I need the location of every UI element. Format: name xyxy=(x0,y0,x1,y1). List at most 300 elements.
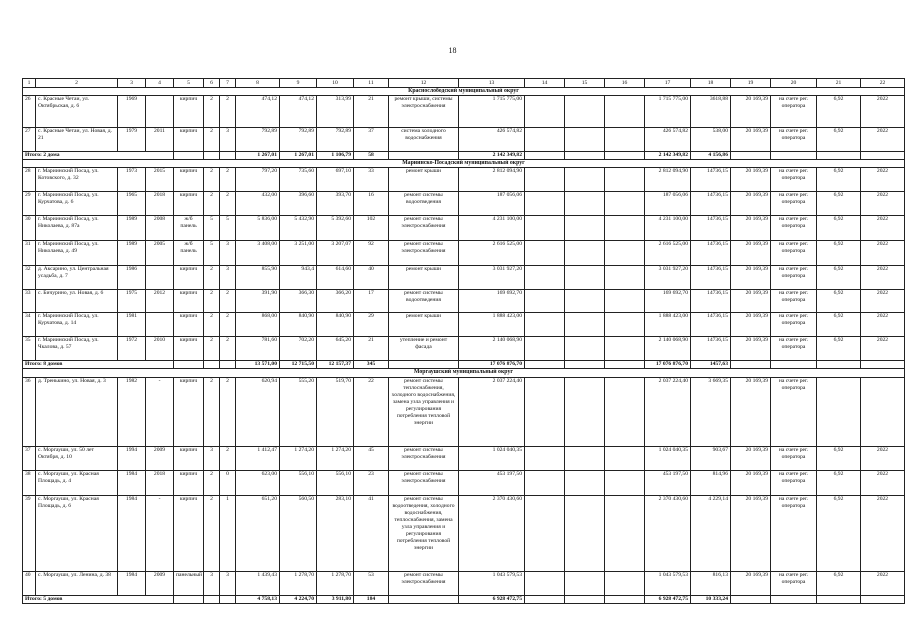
cell-col-10: 1 274,20 xyxy=(317,446,354,470)
cell-col-4: 2005 xyxy=(146,241,174,266)
cell-col-3: 1982 xyxy=(118,377,146,446)
cell-col-5: ж/б панель xyxy=(174,241,204,266)
cell-col-7: 3 xyxy=(220,128,236,152)
cell-col-13: 4 231 100,00 xyxy=(459,216,525,241)
cell-col-15 xyxy=(565,168,605,192)
total-area-1: 4 758,13 xyxy=(236,595,280,603)
cell-col-13: 1 715 775,00 xyxy=(459,96,525,128)
cell-col-3: 1972 xyxy=(118,337,146,361)
total-area-1: 13 571,00 xyxy=(236,361,280,369)
cell-col-11: 17 xyxy=(354,290,389,313)
cell-col-5: кирпич xyxy=(174,128,204,152)
table-row xyxy=(23,446,905,470)
cell-col-11: 53 xyxy=(354,571,389,595)
cell-col-1: 36 xyxy=(23,377,36,446)
cell-col-7: 2 xyxy=(220,168,236,192)
cell-col-6: 2 xyxy=(204,96,220,128)
cell-col-2: с. Моргауши, ул. Красная Площадь, д. 6 xyxy=(36,495,118,571)
cell-col-11: 40 xyxy=(354,266,389,290)
cell-col-13: 187 056,06 xyxy=(459,192,525,216)
cell-col-1: 35 xyxy=(23,337,36,361)
total-cost: 2 142 349,82 xyxy=(459,152,525,160)
cell-col-11: 21 xyxy=(354,337,389,361)
cell-col-16 xyxy=(605,168,645,192)
cell-col-6: 2 xyxy=(204,470,220,495)
cell-col-14 xyxy=(525,337,565,361)
cell-col-15 xyxy=(565,337,605,361)
cell-col-22 xyxy=(861,377,905,446)
cell-col-20: на счете рег. оператора xyxy=(771,96,817,128)
cell-col-3: 1984 xyxy=(118,571,146,595)
cell-col-15 xyxy=(565,96,605,128)
table-row xyxy=(23,266,905,290)
cell-col-10: 393,70 xyxy=(317,192,354,216)
cell-col-7: 2 xyxy=(220,192,236,216)
cell-col-4: 2010 xyxy=(146,337,174,361)
total-empty xyxy=(861,595,905,603)
cell-col-17: 1 024 040,35 xyxy=(645,446,691,470)
cell-col-1: 37 xyxy=(23,446,36,470)
cell-col-21: 6,92 xyxy=(817,290,861,313)
cell-col-2: с. Красные Четаи, ул. Новая, д. 21 xyxy=(36,128,118,152)
cell-col-6: 2 xyxy=(204,128,220,152)
cell-col-20: на счете рег. оператора xyxy=(771,495,817,571)
header-cell-10: 10 xyxy=(317,79,354,88)
cell-col-22: 2022 xyxy=(861,216,905,241)
table-row xyxy=(23,192,905,216)
total-cost: 17 076 876,70 xyxy=(459,361,525,369)
cell-col-14 xyxy=(525,470,565,495)
cell-col-15 xyxy=(565,470,605,495)
cell-col-12: ремонт системы электроснабжения xyxy=(389,571,459,595)
cell-col-10: 556,10 xyxy=(317,470,354,495)
cell-col-17: 2 037 224,40 xyxy=(645,377,691,446)
cell-col-5: панельный xyxy=(174,571,204,595)
cell-col-3: 1965 xyxy=(118,192,146,216)
total-empty xyxy=(731,595,771,603)
cell-col-6: 2 xyxy=(204,290,220,313)
cell-col-16 xyxy=(605,446,645,470)
cell-col-21: 6,92 xyxy=(817,96,861,128)
total-area-3: 12 157,37 xyxy=(317,361,354,369)
section-title-row xyxy=(23,369,905,377)
cell-col-19: 20 169,39 xyxy=(731,128,771,152)
total-area-3: 1 106,79 xyxy=(317,152,354,160)
cell-col-16 xyxy=(605,470,645,495)
total-empty xyxy=(204,152,220,160)
total-empty xyxy=(605,595,645,603)
cell-col-9: 555,20 xyxy=(280,377,317,446)
cell-col-18: 4 229,14 xyxy=(691,495,731,571)
cell-col-5: кирпич xyxy=(174,266,204,290)
cell-col-19: 20 169,39 xyxy=(731,266,771,290)
cell-col-18: 14736,15 xyxy=(691,313,731,337)
total-per-sqm: 1457,63 xyxy=(691,361,731,369)
cell-col-9: 396,60 xyxy=(280,192,317,216)
cell-col-20: на счете рег. оператора xyxy=(771,377,817,446)
cell-col-14 xyxy=(525,446,565,470)
cell-col-19: 20 169,39 xyxy=(731,495,771,571)
cell-col-3: 1975 xyxy=(118,290,146,313)
cell-col-16 xyxy=(605,216,645,241)
cell-col-11: 41 xyxy=(354,495,389,571)
cell-col-16 xyxy=(605,571,645,595)
cell-col-11: 21 xyxy=(354,96,389,128)
total-empty xyxy=(174,361,204,369)
header-cell-6: 6 xyxy=(204,79,220,88)
cell-col-14 xyxy=(525,241,565,266)
cell-col-10: 366,20 xyxy=(317,290,354,313)
section-title: Краснослободский муниципальный округ xyxy=(23,88,905,96)
total-empty xyxy=(204,361,220,369)
header-cell-7: 7 xyxy=(220,79,236,88)
header-cell-20: 20 xyxy=(771,79,817,88)
cell-col-9: 556,10 xyxy=(280,470,317,495)
header-cell-11: 11 xyxy=(354,79,389,88)
cell-col-16 xyxy=(605,192,645,216)
cell-col-8: 868,00 xyxy=(236,313,280,337)
cell-col-10: 792,89 xyxy=(317,128,354,152)
total-empty xyxy=(817,595,861,603)
cell-col-10: 5 392,60 xyxy=(317,216,354,241)
table-row xyxy=(23,571,905,595)
cell-col-17: 453 197,50 xyxy=(645,470,691,495)
total-empty xyxy=(389,361,459,369)
cell-col-8: 651,20 xyxy=(236,495,280,571)
cell-col-12: ремонт крыши xyxy=(389,168,459,192)
total-row xyxy=(23,152,905,160)
header-cell-9: 9 xyxy=(280,79,317,88)
total-empty xyxy=(525,361,565,369)
total-empty xyxy=(565,361,605,369)
total-label: Итого: 8 домов xyxy=(23,361,174,369)
cell-col-7: 2 xyxy=(220,313,236,337)
cell-col-19: 20 169,39 xyxy=(731,96,771,128)
total-cost: 6 928 472,75 xyxy=(459,595,525,603)
total-empty xyxy=(771,361,817,369)
total-empty xyxy=(817,152,861,160)
table-row xyxy=(23,377,905,446)
total-area-1: 1 267,01 xyxy=(236,152,280,160)
cell-col-14 xyxy=(525,571,565,595)
cell-col-21: 6,92 xyxy=(817,241,861,266)
cell-col-7: 2 xyxy=(220,377,236,446)
cell-col-19: 20 169,39 xyxy=(731,241,771,266)
table-row xyxy=(23,337,905,361)
cell-col-14 xyxy=(525,377,565,446)
cell-col-16 xyxy=(605,495,645,571)
total-area-3: 3 911,80 xyxy=(317,595,354,603)
cell-col-6: 3 xyxy=(204,446,220,470)
total-area-2: 12 715,50 xyxy=(280,361,317,369)
cell-col-11: 92 xyxy=(354,241,389,266)
cell-col-5: кирпич xyxy=(174,470,204,495)
cell-col-5: кирпич xyxy=(174,96,204,128)
total-row xyxy=(23,361,905,369)
total-empty xyxy=(220,361,236,369)
cell-col-18: 3618,88 xyxy=(691,96,731,128)
cell-col-1: 38 xyxy=(23,470,36,495)
cell-col-14 xyxy=(525,266,565,290)
total-empty xyxy=(525,595,565,603)
cell-col-8: 391,90 xyxy=(236,290,280,313)
cell-col-22: 2022 xyxy=(861,290,905,313)
cell-col-15 xyxy=(565,313,605,337)
cell-col-4 xyxy=(146,96,174,128)
cell-col-8: 5 836,00 xyxy=(236,216,280,241)
total-empty xyxy=(525,152,565,160)
cell-col-17: 169 692,70 xyxy=(645,290,691,313)
cell-col-2: с. Моргауши, ул. Ленина, д. 38 xyxy=(36,571,118,595)
cell-col-20: на счете рег. оператора xyxy=(771,470,817,495)
total-empty xyxy=(861,361,905,369)
cell-col-2: г. Мариинский Посад, ул. Курчатова, д. 6 xyxy=(36,192,118,216)
cell-col-12: утепление и ремонт фасада xyxy=(389,337,459,361)
cell-col-6: 2 xyxy=(204,313,220,337)
cell-col-13: 1 043 579,53 xyxy=(459,571,525,595)
cell-col-18: 14736,15 xyxy=(691,337,731,361)
cell-col-11: 37 xyxy=(354,128,389,152)
section-title: Моргаушский муниципальный округ xyxy=(23,369,905,377)
cell-col-10: 3 207,07 xyxy=(317,241,354,266)
cell-col-18: 14736,15 xyxy=(691,216,731,241)
cell-col-2: г. Мариинский Посад, ул. Николаева, д. 87а xyxy=(36,216,118,241)
cell-col-21: 6,92 xyxy=(817,337,861,361)
table-row xyxy=(23,290,905,313)
table-row xyxy=(23,216,905,241)
cell-col-21: 6,92 xyxy=(817,495,861,571)
cell-col-22: 2022 xyxy=(861,337,905,361)
cell-col-9: 474,12 xyxy=(280,96,317,128)
cell-col-11: 33 xyxy=(354,168,389,192)
cell-col-3: 1979 xyxy=(118,128,146,152)
cell-col-7: 3 xyxy=(220,571,236,595)
cell-col-21: 6,92 xyxy=(817,266,861,290)
cell-col-19: 20 169,39 xyxy=(731,470,771,495)
cell-col-7: 5 xyxy=(220,216,236,241)
cell-col-7: 2 xyxy=(220,337,236,361)
cell-col-12: ремонт системы электроснабжения xyxy=(389,470,459,495)
header-cell-1: 1 xyxy=(23,79,36,88)
table-row xyxy=(23,96,905,128)
cell-col-9: 560,50 xyxy=(280,495,317,571)
cell-col-9: 1 274,20 xyxy=(280,446,317,470)
cell-col-11: 45 xyxy=(354,446,389,470)
cell-col-13: 169 692,70 xyxy=(459,290,525,313)
cell-col-15 xyxy=(565,266,605,290)
cell-col-4: 2018 xyxy=(146,470,174,495)
section-title: Мариинско-Посадский муниципальный округ xyxy=(23,160,905,168)
header-cell-15: 15 xyxy=(565,79,605,88)
cell-col-20: на счете рег. оператора xyxy=(771,337,817,361)
total-fund-cost: 17 076 876,70 xyxy=(645,361,691,369)
cell-col-16 xyxy=(605,266,645,290)
header-cell-2: 2 xyxy=(36,79,118,88)
total-row xyxy=(23,595,905,603)
cell-col-5: кирпич xyxy=(174,290,204,313)
cell-col-17: 1 043 579,53 xyxy=(645,571,691,595)
cell-col-7: 2 xyxy=(220,96,236,128)
cell-col-10: 1 278,70 xyxy=(317,571,354,595)
cell-col-3: 1984 xyxy=(118,470,146,495)
cell-col-14 xyxy=(525,495,565,571)
header-cell-3: 3 xyxy=(118,79,146,88)
cell-col-7: 0 xyxy=(220,470,236,495)
cell-col-18: 816,13 xyxy=(691,571,731,595)
cell-col-12: система холодного водоснабжения xyxy=(389,128,459,152)
cell-col-2: г. Мариинский Посад, ул. Чкалова, д. 57 xyxy=(36,337,118,361)
header-cell-19: 19 xyxy=(731,79,771,88)
total-area-2: 4 224,70 xyxy=(280,595,317,603)
cell-col-4: - xyxy=(146,377,174,446)
cell-col-8: 1 439,43 xyxy=(236,571,280,595)
cell-col-21: 6,92 xyxy=(817,128,861,152)
cell-col-6: 2 xyxy=(204,337,220,361)
cell-col-21: 6,92 xyxy=(817,571,861,595)
cell-col-9: 3 251,00 xyxy=(280,241,317,266)
table-row xyxy=(23,470,905,495)
cell-col-8: 3 408,00 xyxy=(236,241,280,266)
cell-col-13: 2 812 094,90 xyxy=(459,168,525,192)
cell-col-1: 28 xyxy=(23,168,36,192)
cell-col-22: 2022 xyxy=(861,241,905,266)
cell-col-13: 3 031 927,20 xyxy=(459,266,525,290)
total-empty xyxy=(605,152,645,160)
cell-col-3: 1984 xyxy=(118,495,146,571)
cell-col-11: 29 xyxy=(354,313,389,337)
cell-col-5: кирпич xyxy=(174,313,204,337)
cell-col-22: 2022 xyxy=(861,128,905,152)
cell-col-9: 5 432,90 xyxy=(280,216,317,241)
header-cell-21: 21 xyxy=(817,79,861,88)
cell-col-20: на счете рег. оператора xyxy=(771,241,817,266)
cell-col-10: 313,99 xyxy=(317,96,354,128)
cell-col-3: 1989 xyxy=(118,241,146,266)
cell-col-1: 34 xyxy=(23,313,36,337)
cell-col-1: 30 xyxy=(23,216,36,241)
cell-col-20: на счете рег. оператора xyxy=(771,290,817,313)
header-cell-12: 12 xyxy=(389,79,459,88)
cell-col-19: 20 169,39 xyxy=(731,290,771,313)
cell-col-8: 855,90 xyxy=(236,266,280,290)
cell-col-1: 29 xyxy=(23,192,36,216)
cell-col-9: 366,30 xyxy=(280,290,317,313)
cell-col-4: 2018 xyxy=(146,192,174,216)
total-residents: 345 xyxy=(354,361,389,369)
cell-col-8: 474,12 xyxy=(236,96,280,128)
cell-col-13: 1 024 040,35 xyxy=(459,446,525,470)
cell-col-13: 453 197,50 xyxy=(459,470,525,495)
cell-col-21: 6,92 xyxy=(817,216,861,241)
cell-col-5: кирпич xyxy=(174,168,204,192)
cell-col-22: 2022 xyxy=(861,571,905,595)
cell-col-5: кирпич xyxy=(174,192,204,216)
cell-col-21 xyxy=(817,377,861,446)
cell-col-2: с. Моргауши, ул. 50 лет Октября, д. 10 xyxy=(36,446,118,470)
cell-col-10: 519,70 xyxy=(317,377,354,446)
header-cell-14: 14 xyxy=(525,79,565,88)
cell-col-22: 2022 xyxy=(861,192,905,216)
total-empty xyxy=(389,152,459,160)
cell-col-17: 426 574,82 xyxy=(645,128,691,152)
cell-col-15 xyxy=(565,377,605,446)
cell-col-16 xyxy=(605,337,645,361)
cell-col-9: 702,20 xyxy=(280,337,317,361)
cell-col-2: г. Мариинский Посад, ул. Котовского, д. 32 xyxy=(36,168,118,192)
cell-col-20: на счете рег. оператора xyxy=(771,168,817,192)
cell-col-20: на счете рег. оператора xyxy=(771,571,817,595)
cell-col-21: 6,92 xyxy=(817,470,861,495)
cell-col-15 xyxy=(565,128,605,152)
cell-col-18: 814,96 xyxy=(691,470,731,495)
cell-col-8: 792,89 xyxy=(236,128,280,152)
cell-col-5: кирпич xyxy=(174,337,204,361)
total-empty xyxy=(605,361,645,369)
cell-col-20: на счете рег. оператора xyxy=(771,313,817,337)
total-area-2: 1 267,01 xyxy=(280,152,317,160)
total-empty xyxy=(731,361,771,369)
cell-col-22: 2022 xyxy=(861,446,905,470)
page-number: 18 xyxy=(448,46,457,55)
cell-col-6: 5 xyxy=(204,216,220,241)
cell-col-15 xyxy=(565,571,605,595)
cell-col-3: 1981 xyxy=(118,313,146,337)
cell-col-16 xyxy=(605,96,645,128)
cell-col-2: с. Красные Четаи, ул. Октябрьская, д. 6 xyxy=(36,96,118,128)
cell-col-17: 2 812 094,90 xyxy=(645,168,691,192)
cell-col-1: 33 xyxy=(23,290,36,313)
cell-col-21: 6,92 xyxy=(817,446,861,470)
cell-col-14 xyxy=(525,290,565,313)
cell-col-5: кирпич xyxy=(174,446,204,470)
header-cell-16: 16 xyxy=(605,79,645,88)
total-empty xyxy=(771,152,817,160)
cell-col-5: ж/б панель xyxy=(174,216,204,241)
cell-col-15 xyxy=(565,192,605,216)
cell-col-20: на счете рег. оператора xyxy=(771,266,817,290)
cell-col-10: 283,10 xyxy=(317,495,354,571)
cell-col-12: ремонт крыши xyxy=(389,313,459,337)
cell-col-8: 781,60 xyxy=(236,337,280,361)
cell-col-1: 39 xyxy=(23,495,36,571)
cell-col-10: 645,20 xyxy=(317,337,354,361)
cell-col-2: д. Аксарино, ул. Центральная усадьба, д. 7 xyxy=(36,266,118,290)
total-empty xyxy=(389,595,459,603)
cell-col-4: 2009 xyxy=(146,446,174,470)
cell-col-11: 16 xyxy=(354,192,389,216)
total-empty xyxy=(174,152,204,160)
cell-col-1: 32 xyxy=(23,266,36,290)
cell-col-2: г. Мариинский Посад, ул. Николаева, д. 49 xyxy=(36,241,118,266)
cell-col-12: ремонт системы водоотведения xyxy=(389,290,459,313)
header-cell-5: 5 xyxy=(174,79,204,88)
cell-col-18: 14736,15 xyxy=(691,192,731,216)
cell-col-21: 6,92 xyxy=(817,168,861,192)
table-row xyxy=(23,313,905,337)
total-per-sqm: 10 333,24 xyxy=(691,595,731,603)
header-cell-8: 8 xyxy=(236,79,280,88)
cell-col-15 xyxy=(565,241,605,266)
cell-col-16 xyxy=(605,241,645,266)
cell-col-15 xyxy=(565,290,605,313)
cell-col-12: ремонт системы электроснабжения xyxy=(389,216,459,241)
cell-col-15 xyxy=(565,495,605,571)
header-cell-22: 22 xyxy=(861,79,905,88)
cell-col-4: - xyxy=(146,495,174,571)
cell-col-12: ремонт системы электроснабжения xyxy=(389,446,459,470)
cell-col-16 xyxy=(605,377,645,446)
cell-col-14 xyxy=(525,313,565,337)
